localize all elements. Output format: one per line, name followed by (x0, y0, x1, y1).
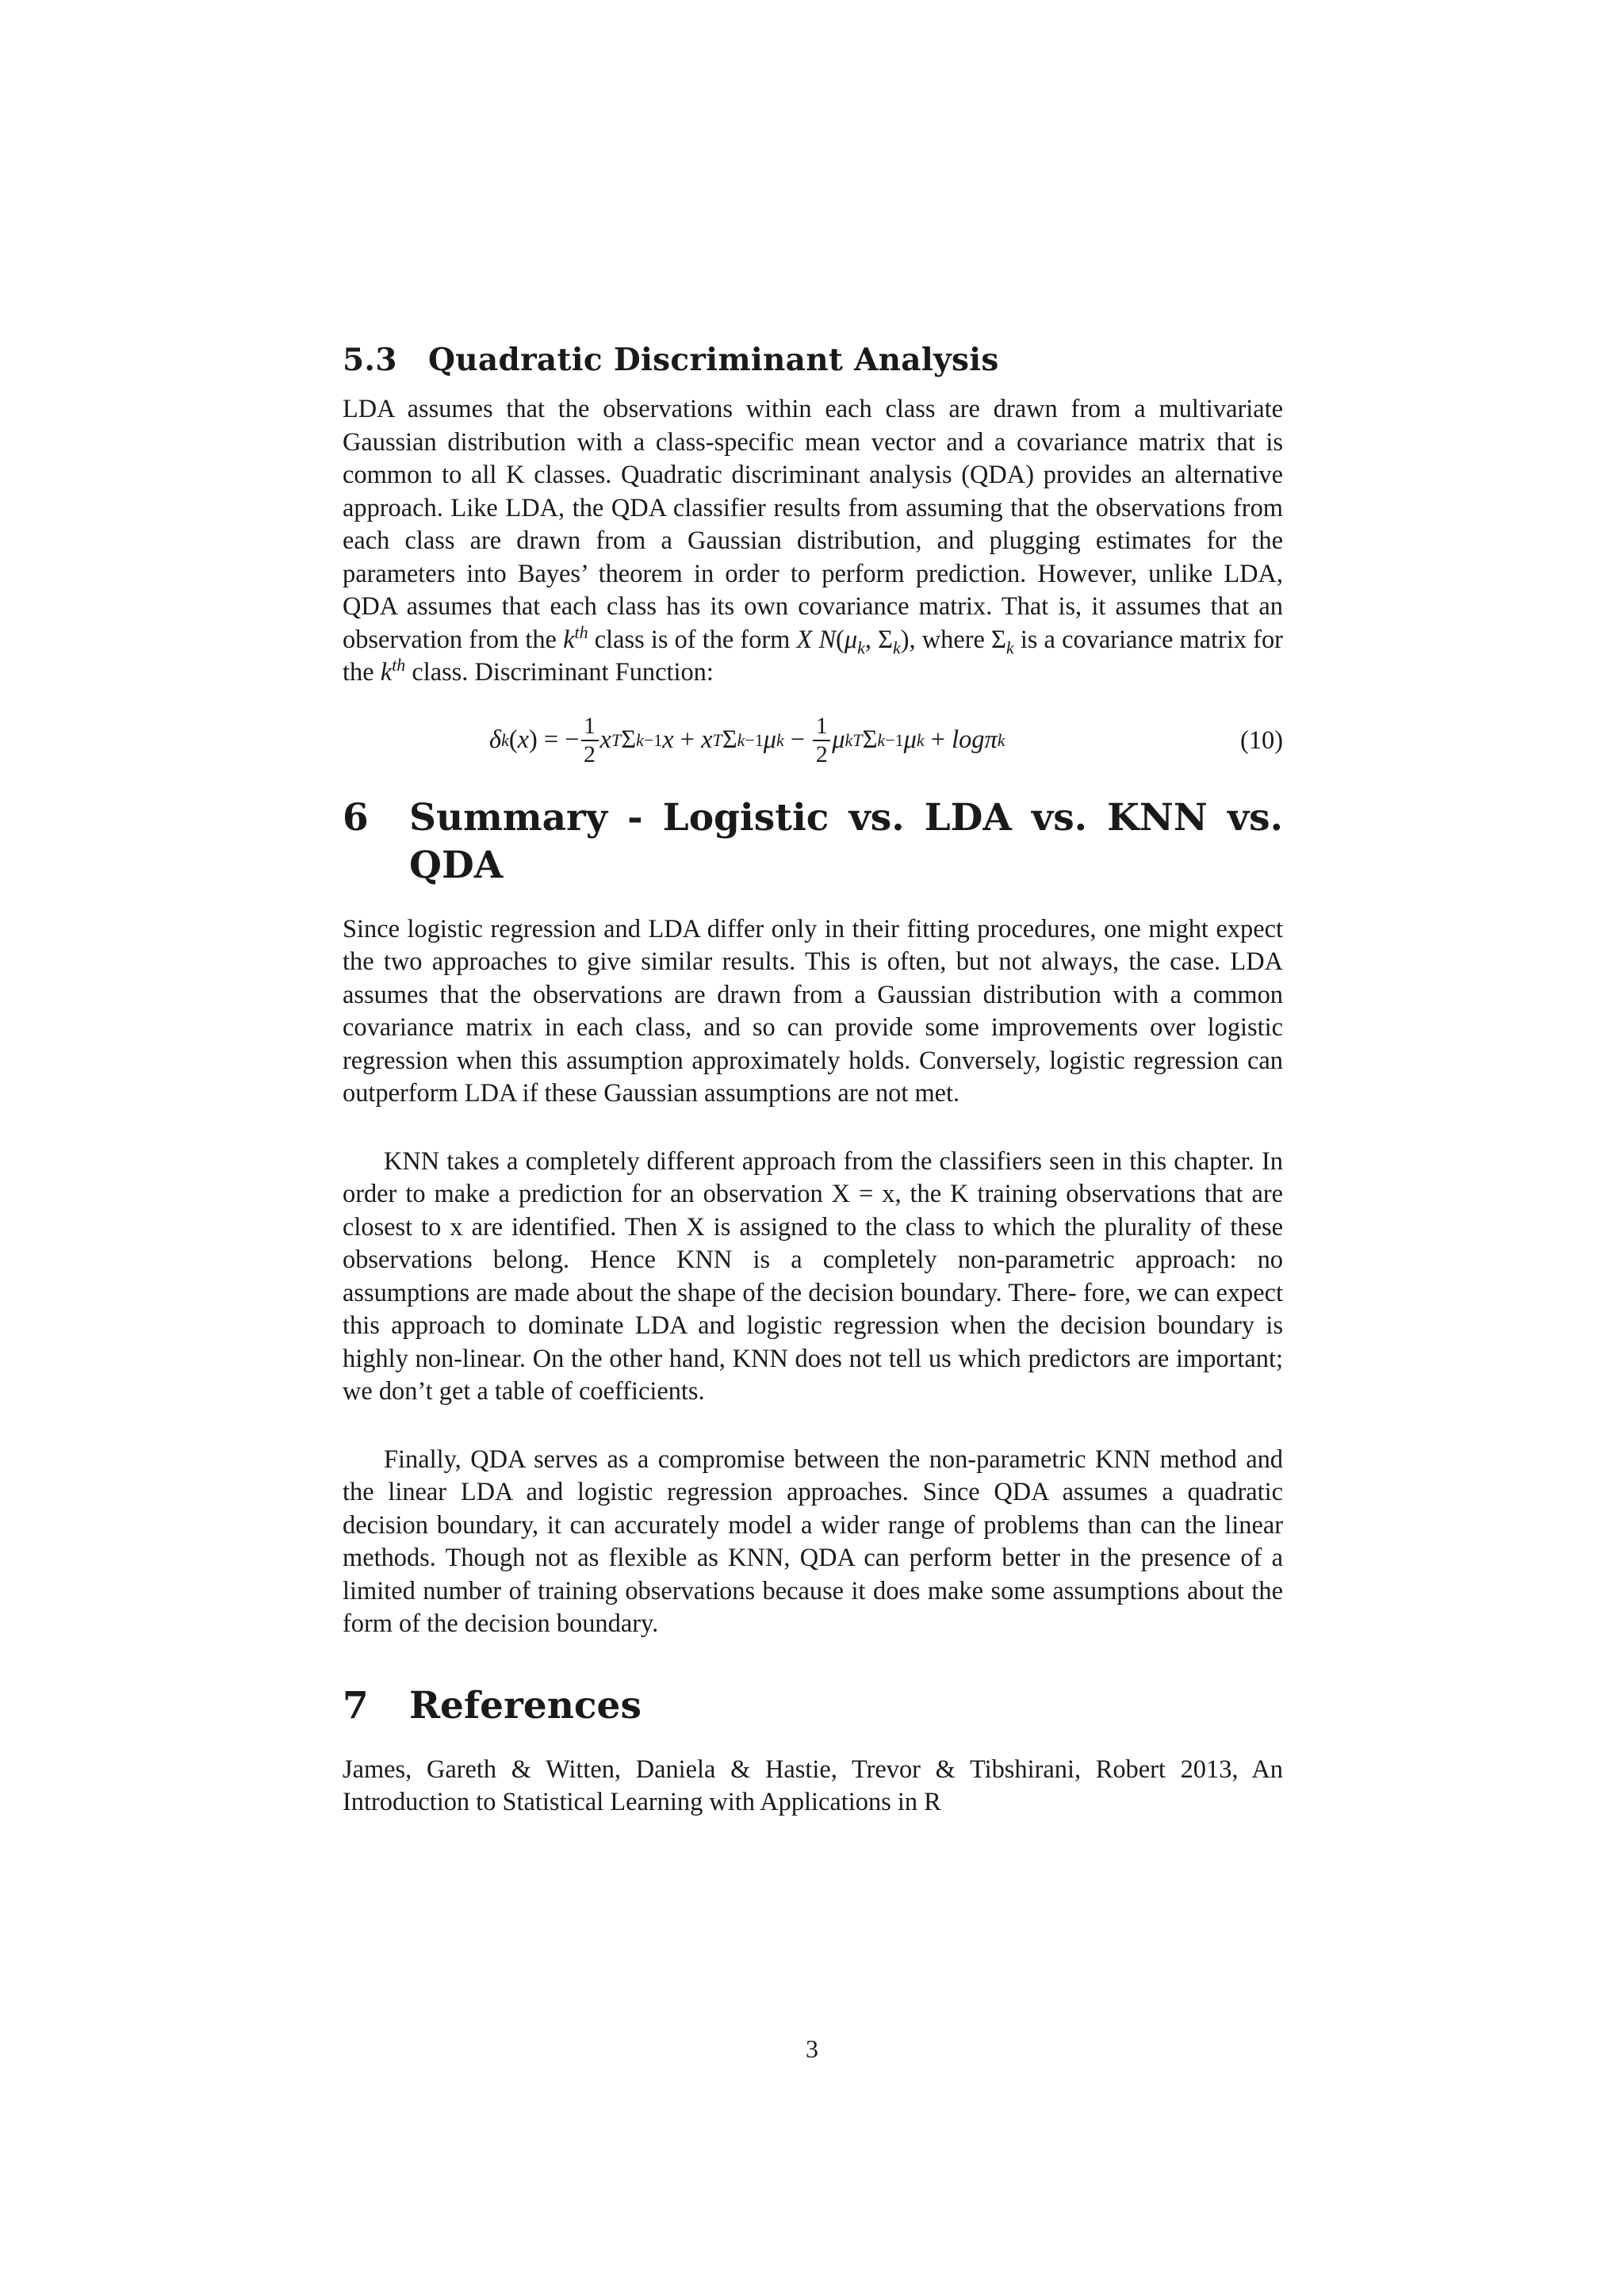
section-6-title: Summary - Logistic vs. LDA vs. KNN vs. QDA (409, 795, 1283, 887)
qda-paragraph: LDA assumes that the observations within each class are drawn from a multivariate Gaussian distribution with a class-specific mean vector and a covariance matrix that is common to all K classes. Quadratic discriminant analysis (QDA) provides an alternative approach. Like LDA, the QDA classifier results from assuming that the observations from each class are drawn from a Gaussian distribution, and plugging estimates for the parameters into Bayes’ theorem in order to perform prediction. However, unlike LDA, QDA assumes that each class has its own covariance matrix. That is, it assumes that an observation from the $k^{th}$ class is of the form X $N(\mu_k$, $\Sigma_k$), where $\Sigma_k$ is a covariance matrix for the $k^{th}$ class. Discriminant Function: (343, 395, 1283, 687)
page-content (343, 341, 1283, 1820)
discriminant-equation (343, 701, 1283, 780)
section-6-heading (343, 794, 1283, 890)
subsection-title: Quadratic Discriminant Analysis (428, 342, 999, 378)
subsection-heading (343, 341, 1283, 379)
qda-text-form: class is of the form (594, 625, 791, 654)
section-7-heading (343, 1682, 1283, 1730)
math-th-superscript: th (574, 622, 588, 642)
qda-paragraph-text: LDA assumes that the observations within each class are drawn from a multivariate Gaussian distribution with a class-specific mean vector and a covariance matrix that is common to all K classes. Quadratic discriminant analysis (QDA) provides an alternative approach. Like LDA, the QDA classifier results from assuming that the observations from each class are drawn from a Gaussian distribution, and plugging estimates for the parameters into Bayes’ theorem in order to perform prediction. However, unlike LDA, QDA assumes that each class has its own covariance matrix. That is, it assumes that an observation from the (343, 395, 1283, 654)
equation-number: (10) (1240, 725, 1283, 755)
summary-paragraph-2: KNN takes a completely different approach from the classifiers seen in this chapter. In order to make a prediction for an observation X = x, the K training observations that are closest to x are identified. Then X is assigned to the class to which the plurality of these observations belong. Hence KNN is a completely non-parametric approach: no assumptions are made about the shape of the decision boundary. There- fore, we can expect this approach to dominate LDA and logistic regression when the decision boundary is highly non-linear. On the other hand, KNN does not tell us which predictors are important; we don’t get a table of coefficients. (343, 1146, 1283, 1406)
qda-text-where: , where (909, 625, 985, 654)
section-7-number: 7 (343, 1683, 369, 1728)
qda-text-cov: is a covariance matrix for the (343, 625, 1283, 687)
section-6-number: 6 (343, 795, 369, 840)
math-x-normal: X N (796, 625, 837, 654)
summary-paragraph-3: Finally, QDA serves as a compromise between the non-parametric KNN method and the linear LDA and logistic regression approaches. Since QDA assumes a quadratic decision boundary, it can accurately model a wider range of problems than can the linear methods. Though not as flexible as KNN, QDA can perform better in the presence of a limited number of training observations because it does make some assumptions about the form of the decision boundary. (343, 1445, 1283, 1638)
math-k: k (563, 625, 575, 654)
fraction-one-half-2: $\frac{1}{2}$ (813, 713, 830, 768)
equation-body: δ k ( x ) = − $\frac{1}{2}$ x T Σ k −1 x + x T Σ k −1 μ k − $\frac{1}{2}$ μ k T Σ k −1 μ k + logπ k (489, 712, 1005, 767)
fraction-one-half: $\frac{1}{2}$ (581, 713, 599, 768)
reference-entry: James, Gareth & Witten, Daniela & Hastie, Trevor & Tibshirani, Robert 2013, An Introduction to Statistical Learning with Applications in R (343, 1755, 1283, 1816)
qda-text-disc: class. Discriminant Function: (412, 658, 714, 687)
math-th-superscript-2: th (392, 655, 406, 675)
page-number: 3 (806, 2034, 818, 2063)
summary-paragraph-1: Since logistic regression and LDA differ only in their fitting procedures, one might expect the two approaches to give similar results. This is often, but not always, the case. LDA assumes that the observations are drawn from a Gaussian distribution with a common covariance matrix in each class, and so can provide some improvements over logistic regression when this assumption approximately holds. Conversely, logistic regression can outperform LDA if these Gaussian assumptions are not met. (343, 914, 1283, 1108)
section-7-title: References (409, 1683, 642, 1728)
subsection-number: 5.3 (343, 342, 397, 378)
